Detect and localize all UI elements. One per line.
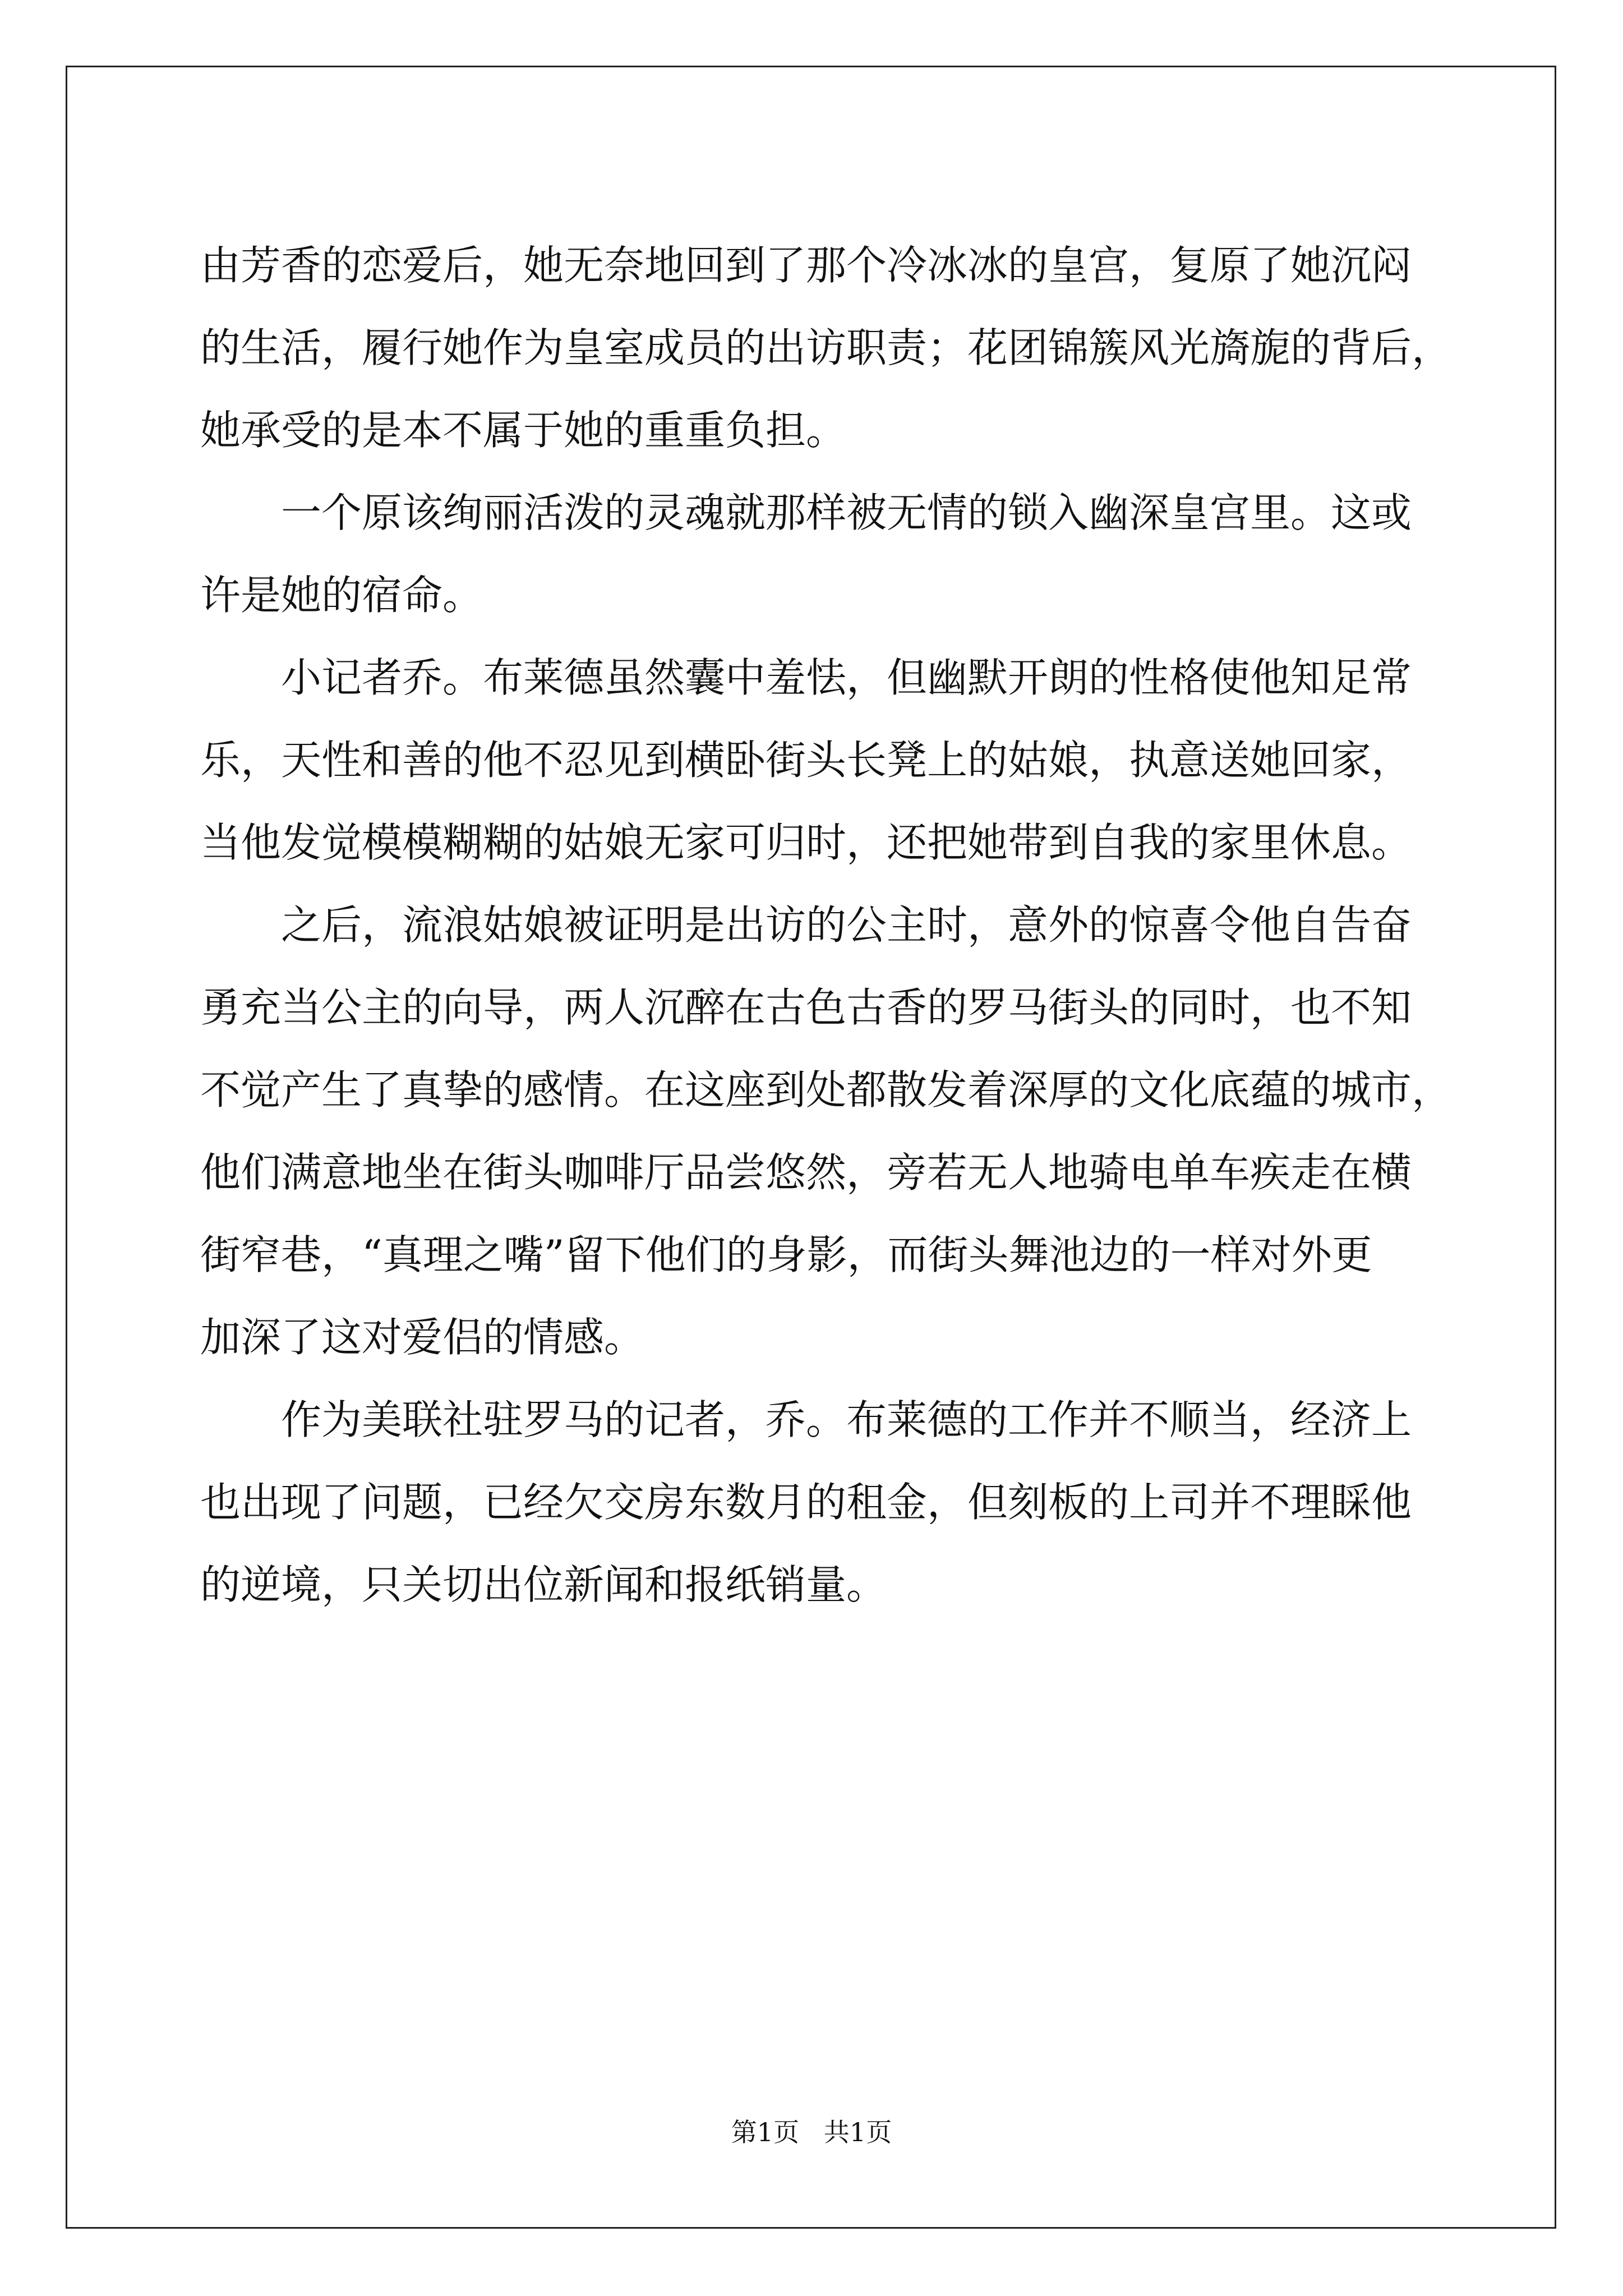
- text-line: 当他发觉模模糊糊的姑娘无家可归时，还把她带到自我的家里休息。: [200, 819, 1412, 866]
- page-number-footer: 第1页 共1页: [731, 2117, 892, 2147]
- text-line: 加深了这对爱侣的情感。: [200, 1314, 645, 1361]
- text-line: 许是她的宿命。: [200, 572, 483, 619]
- text-line: 作为美联社驻罗马的记者，乔。布莱德的工作并不顺当，经济上: [200, 1396, 1412, 1443]
- text-line: 不觉产生了真挚的感情。在这座到处都散发着深厚的文化底蕴的城市，: [200, 1066, 1453, 1114]
- text-line: 她承受的是本不属于她的重重负担。: [200, 407, 847, 454]
- text-line: 街窄巷，“真理之嘴”留下他们的身影，而街头舞池边的一样对外更: [200, 1231, 1372, 1278]
- text-line: 他们满意地坐在街头咖啡厅品尝悠然，旁若无人地骑电单车疾走在横: [200, 1149, 1412, 1196]
- text-line: 也出现了问题，已经欠交房东数月的租金，但刻板的上司并不理睬他: [200, 1479, 1412, 1526]
- text-line: 的逆境，只关切出位新闻和报纸销量。: [200, 1561, 887, 1608]
- text-line: 乐，天性和善的他不忍见到横卧街头长凳上的姑娘，执意送她回家，: [200, 737, 1412, 784]
- text-line: 之后，流浪姑娘被证明是出访的公主时，意外的惊喜令他自告奋: [200, 901, 1412, 949]
- text-line: 小记者乔。布莱德虽然囊中羞怯，但幽默开朗的性格使他知足常: [200, 654, 1412, 701]
- text-line: 一个原该绚丽活泼的灵魂就那样被无情的锁入幽深皇宫里。这或: [200, 489, 1412, 536]
- document-body: [200, 224, 1453, 1626]
- text-line: 由芳香的恋爱后，她无奈地回到了那个冷冰冰的皇宫，复原了她沉闷: [200, 242, 1412, 289]
- text-line: 的生活，履行她作为皇室成员的出访职责；花团锦簇风光旖旎的背后，: [200, 324, 1453, 371]
- text-line: 勇充当公主的向导，两人沉醉在古色古香的罗马街头的同时，也不知: [200, 984, 1412, 1031]
